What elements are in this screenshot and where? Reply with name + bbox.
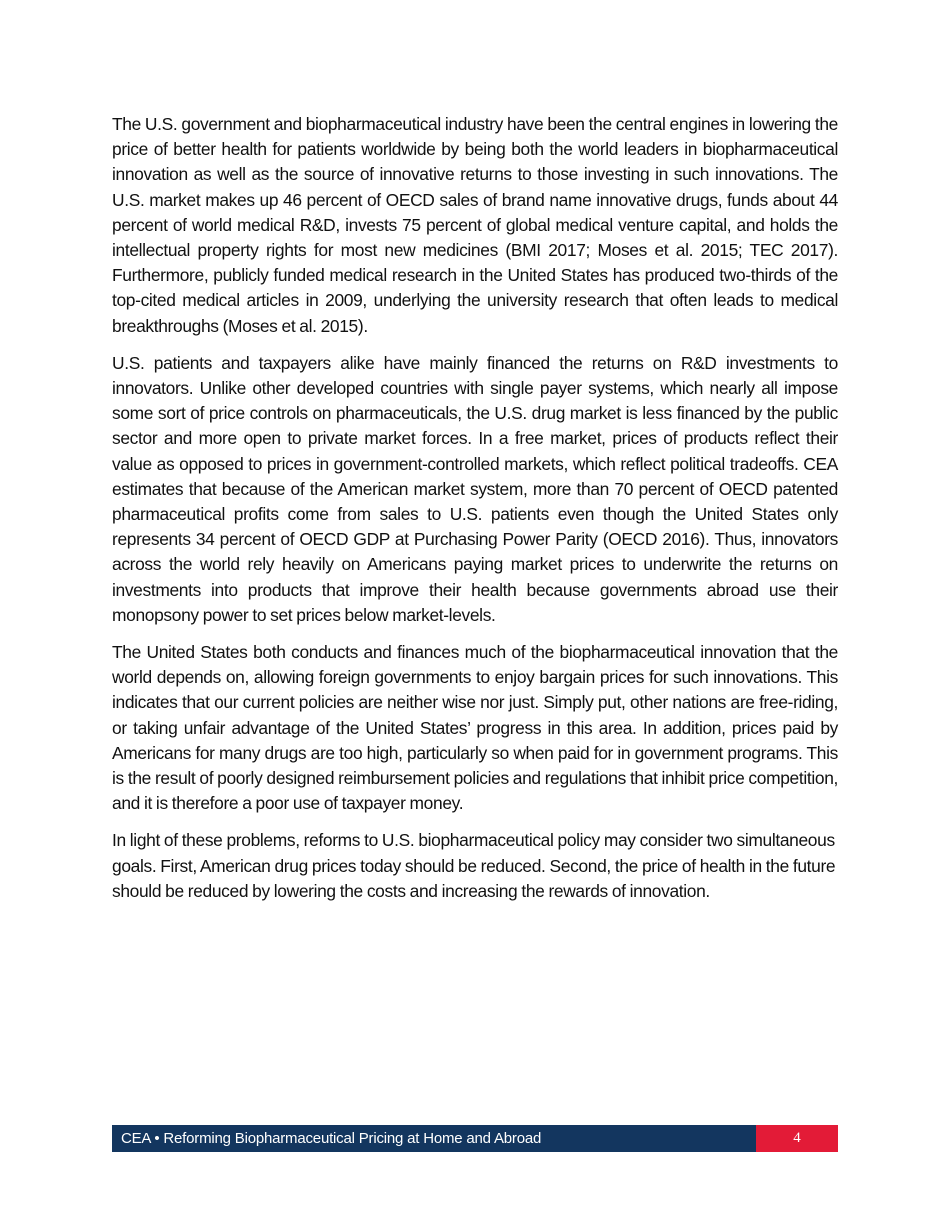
- document-body: [112, 112, 838, 916]
- paragraph-3: The United States both conducts and finances much of the biopharmaceutical innovation that the world depends on, allowing foreign governments to enjoy bargain prices for such innovations. This indicates that our current policies are neither wise nor just. Simply put, other nations are free-riding, or taking unfair advantage of the United States’ progress in this area. In addition, prices paid by Americans for many drugs are too high, particularly so when paid for in government programs. This is the result of poorly designed reimbursement policies and regulations that inhibit price competition, and it is therefore a poor use of taxpayer money.: [112, 642, 838, 814]
- footer-title: CEA • Reforming Biopharmaceutical Pricing at Home and Abroad: [112, 1125, 756, 1152]
- paragraph-4: In light of these problems, reforms to U.S. biopharmaceutical policy may consider two simultaneous goals. First, American drug prices today should be reduced. Second, the price of health in the future should be reduced by lowering the costs and increasing the rewards of innovation.: [112, 830, 836, 901]
- page-number: 4: [756, 1125, 838, 1152]
- page-footer: [112, 1125, 838, 1152]
- paragraph-2: U.S. patients and taxpayers alike have mainly financed the returns on R&D investments to innovators. Unlike other developed countries with single payer systems, which nearly all impose some sort of price controls on pharmaceuticals, the U.S. drug market is less financed by the public sector and more open to private market forces. In a free market, prices of products reflect their value as opposed to prices in government-controlled markets, which reflect political tradeoffs. CEA estimates that because of the American market system, more than 70 percent of OECD patented pharmaceutical profits come from sales to U.S. patients even though the United States only represents 34 percent of OECD GDP at Purchasing Power Parity (OECD 2016). Thus, innovators across the world rely heavily on Americans paying market prices to underwrite the returns on investments into products that improve their health because governments abroad use their monopsony power to set prices below market-levels.: [112, 352, 838, 625]
- paragraph-1: The U.S. government and biopharmaceutical industry have been the central engines in lowering the price of better health for patients worldwide by being both the world leaders in biopharmaceutical innovation as well as the source of innovative returns to those investing in such innovations. The U.S. market makes up 46 percent of OECD sales of brand name innovative drugs, funds about 44 percent of world medical R&D, invests 75 percent of global medical venture capital, and holds the intellectual property rights for most new medicines (BMI 2017; Moses et al. 2015; TEC 2017). Furthermore, publicly funded medical research in the United States has produced two-thirds of the top-cited medical articles in 2009, underlying the university research that often leads to medical breakthroughs (Moses et al. 2015).: [112, 114, 838, 336]
